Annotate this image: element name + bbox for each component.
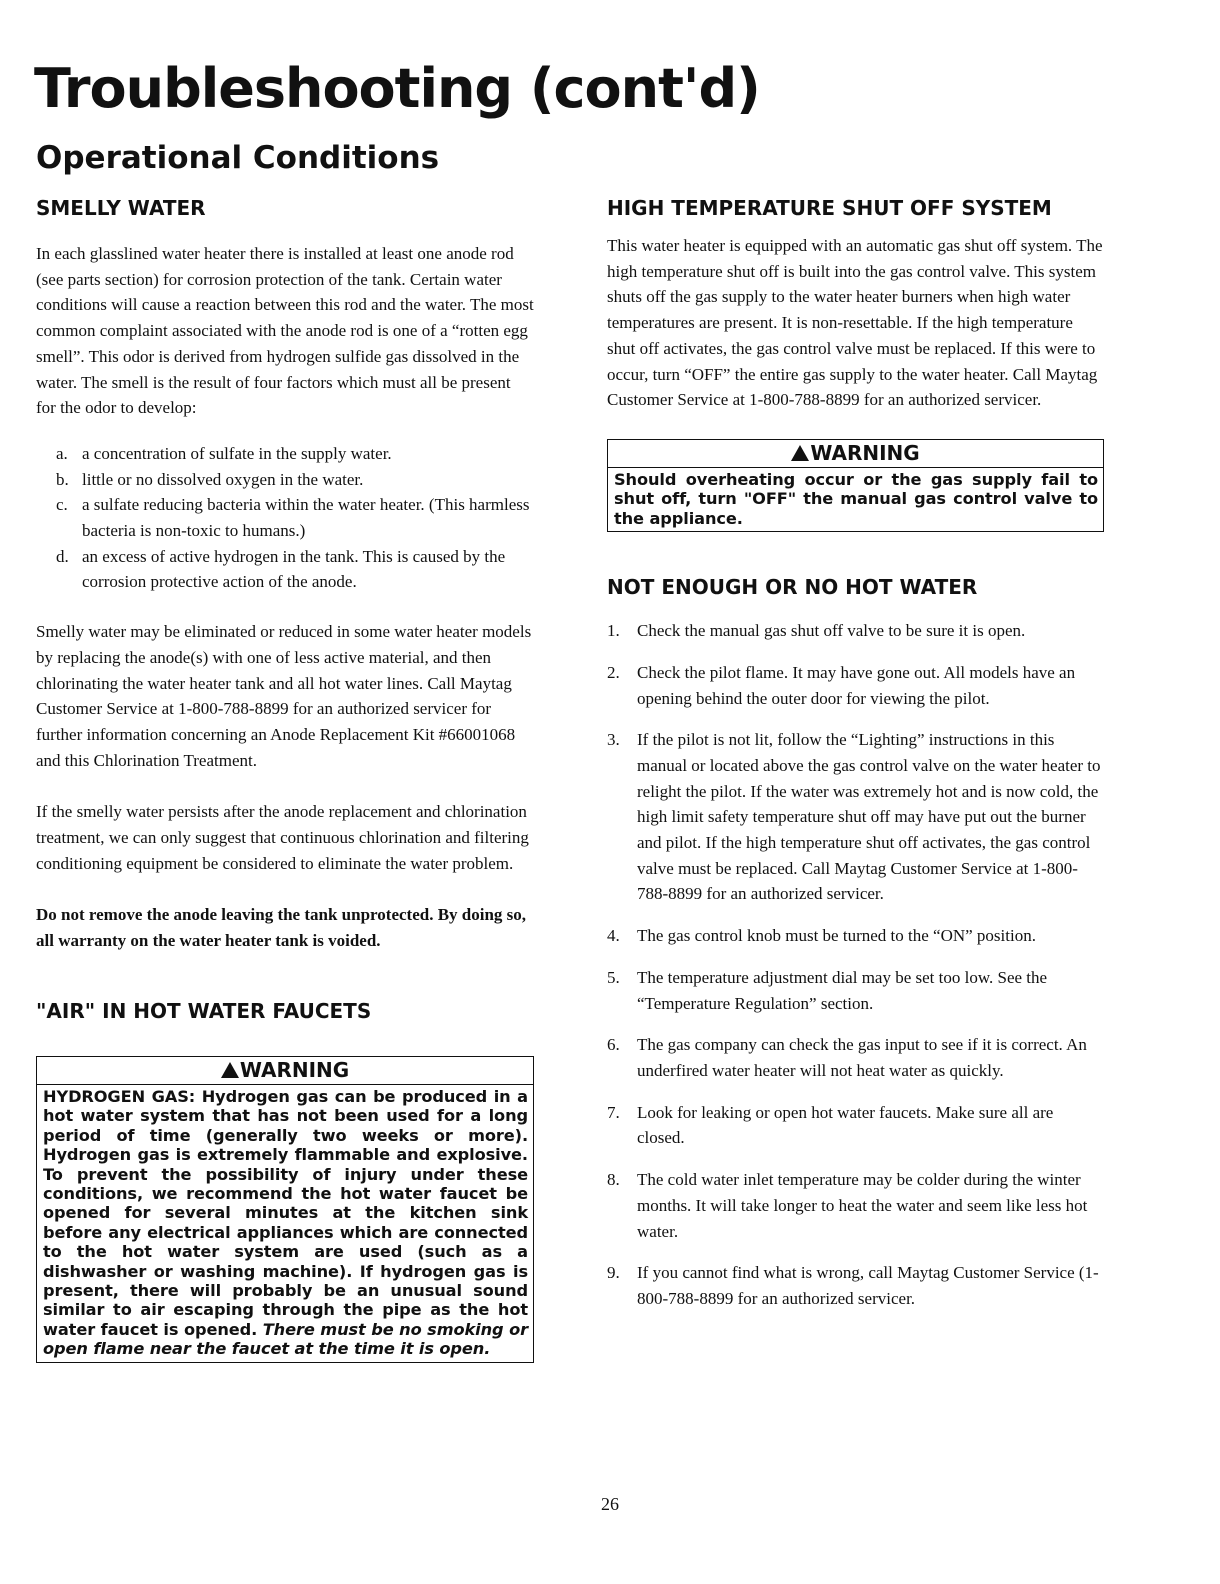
list-marker: 6. [607, 1035, 620, 1055]
list-marker: a. [56, 443, 68, 463]
warning-body [608, 468, 1103, 531]
list-text: an excess of active hydrogen in the tank. This is caused by the corrosion protective action of the anode. [82, 546, 506, 592]
list-marker: 7. [607, 1102, 620, 1122]
list-item [607, 660, 1104, 711]
list-marker: 3. [607, 730, 620, 750]
page-number: 26 [601, 1494, 619, 1514]
smelly-water-remedy: Smelly water may be eliminated or reduced in some water heater models by replacing the anode(s) with one of less active material, and then chlorinating the water heater tank and all hot water lines. Call Maytag Customer Service at 1-800-788-8899 for an authorized servicer for further information concerning an Anode Replacement Kit #66001068 and this Chlorination Treatment. [36, 622, 532, 770]
hydrogen-warning-text: HYDROGEN GAS: Hydrogen gas can be produced in a hot water system that has not been used for a long period of time (generally two weeks or more). Hydrogen gas is extremely flammable and explosive. To prevent the possibility of injury under these conditions, we recommend the hot water faucet be opened for several minutes at the kitchen sink before any electrical appliances which are connected to the hot water system are used (such as a dishwasher or washing machine). If hydrogen gas is present, there will probably be an unusual sound similar to air escaping through the pipe as the hot water faucet is opened. [43, 1086, 528, 1339]
warning-triangle-icon [791, 445, 809, 461]
list-marker: 4. [607, 926, 620, 946]
list-item [607, 1260, 1104, 1311]
list-marker: 9. [607, 1263, 620, 1283]
list-text: If you cannot find what is wrong, call Maytag Customer Service (1-800-788-8899 for an authorized servicer. [637, 1263, 1099, 1308]
list-item [607, 965, 1104, 1016]
not-enough-list [607, 618, 1104, 1311]
page-subtitle: Operational Conditions [36, 140, 440, 176]
list-item [607, 727, 1104, 907]
list-marker: 8. [607, 1170, 620, 1190]
list-text: The cold water inlet temperature may be colder during the winter months. It will take longer to heat the water and seem like less hot water. [637, 1170, 1088, 1241]
high-temp-heading: HIGH TEMPERATURE SHUT OFF SYSTEM [607, 196, 1052, 220]
list-text: a sulfate reducing bacteria within the water heater. (This harmless bacteria is non-toxic to humans.) [82, 495, 530, 541]
warning-body [37, 1085, 533, 1362]
smelly-water-persist: If the smelly water persists after the anode replacement and chlorination treatment, we can only suggest that continuous chlorination and filtering conditioning equipment be considered to eliminate the water problem. [36, 802, 529, 873]
overheating-warning-box [607, 439, 1104, 532]
not-enough-heading: NOT ENOUGH OR NO HOT WATER [607, 575, 978, 600]
left-column [36, 195, 534, 1363]
smelly-water-factor-list [36, 441, 534, 595]
list-text: The temperature adjustment dial may be set too low. See the “Temperature Regulation” section. [637, 967, 1048, 1013]
list-text: Check the manual gas shut off valve to be sure it is open. [637, 621, 1026, 641]
list-text: little or no dissolved oxygen in the water. [82, 469, 364, 489]
anode-caution: Do not remove the anode leaving the tank unprotected. By doing so, all warranty on the water heater tank is voided. [36, 905, 527, 951]
page-title: Troubleshooting (cont'd) [34, 57, 760, 120]
list-marker: 2. [607, 662, 620, 682]
list-marker: 5. [607, 967, 620, 987]
list-marker: c. [56, 495, 68, 515]
right-column [607, 195, 1104, 1312]
list-text: If the pilot is not lit, follow the “Lighting” instructions in this manual or located above the gas control valve on the water heater to relight the pilot. If the water was extremely hot and is now cold, the high limit safety temperature shut off may have put out the burner and pilot. If the high temperature shut off activates, the gas control valve must be replaced. Call Maytag Customer Service at 1-800-788-8899 for an authorized servicer. [637, 730, 1101, 904]
list-item [607, 618, 1104, 644]
list-text: a concentration of sulfate in the supply water. [82, 443, 392, 463]
high-temp-text: This water heater is equipped with an automatic gas shut off system. The high temperature shut off is built into the gas control valve. This system shuts off the gas supply to the water heater burners when high water temperatures are present. It is non-resettable. If the high temperature shut off activates, the gas control valve must be replaced. If this were to occur, turn “OFF” the entire gas supply to the water heater. Call Maytag Customer Service at 1-800-788-8899 for an authorized servicer. [607, 236, 1103, 410]
warning-label: WARNING [239, 1057, 350, 1082]
warning-header [37, 1057, 533, 1085]
list-item [607, 1167, 1104, 1244]
list-text: Check the pilot flame. It may have gone out. All models have an opening behind the outer door for viewing the pilot. [637, 662, 1076, 708]
air-faucets-heading: "AIR" IN HOT WATER FAUCETS [36, 998, 372, 1023]
list-item [56, 544, 534, 595]
warning-triangle-icon [221, 1062, 239, 1078]
hydrogen-warning-box [36, 1056, 534, 1363]
list-text: The gas company can check the gas input to see if it is correct. An underfired water heater will not heat water as quickly. [637, 1035, 1087, 1080]
list-marker: b. [56, 469, 69, 489]
warning-label: WARNING [810, 440, 920, 465]
list-item [607, 1032, 1104, 1083]
list-marker: 1. [607, 621, 620, 641]
list-item [56, 492, 534, 543]
list-text: The gas control knob must be turned to the “ON” position. [637, 926, 1036, 946]
list-item [56, 467, 534, 493]
list-marker: d. [56, 546, 69, 566]
smelly-water-intro: In each glasslined water heater there is installed at least one anode rod (see parts section) for corrosion protection of the tank. Certain water conditions will cause a reaction between this rod and the water. The most common complaint associated with the anode rod is one of a “rotten egg smell”. This odor is derived from hydrogen sulfide gas dissolved in the water. The smell is the result of four factors which must all be present for the odor to develop: [36, 244, 534, 418]
list-text: Look for leaking or open hot water faucets. Make sure all are closed. [637, 1102, 1054, 1148]
smelly-water-heading: SMELLY WATER [36, 196, 206, 220]
hydrogen-warning-italic-text: There must be no smoking or open flame near the faucet at the time it is open. [43, 1319, 528, 1359]
list-item [56, 441, 534, 467]
overheating-warning-text: Should overheating occur or the gas supply fail to shut off, turn "OFF" the manual gas control valve to the appliance. [614, 469, 1098, 528]
list-item [607, 1100, 1104, 1151]
list-item [607, 923, 1104, 949]
warning-header [608, 440, 1103, 468]
